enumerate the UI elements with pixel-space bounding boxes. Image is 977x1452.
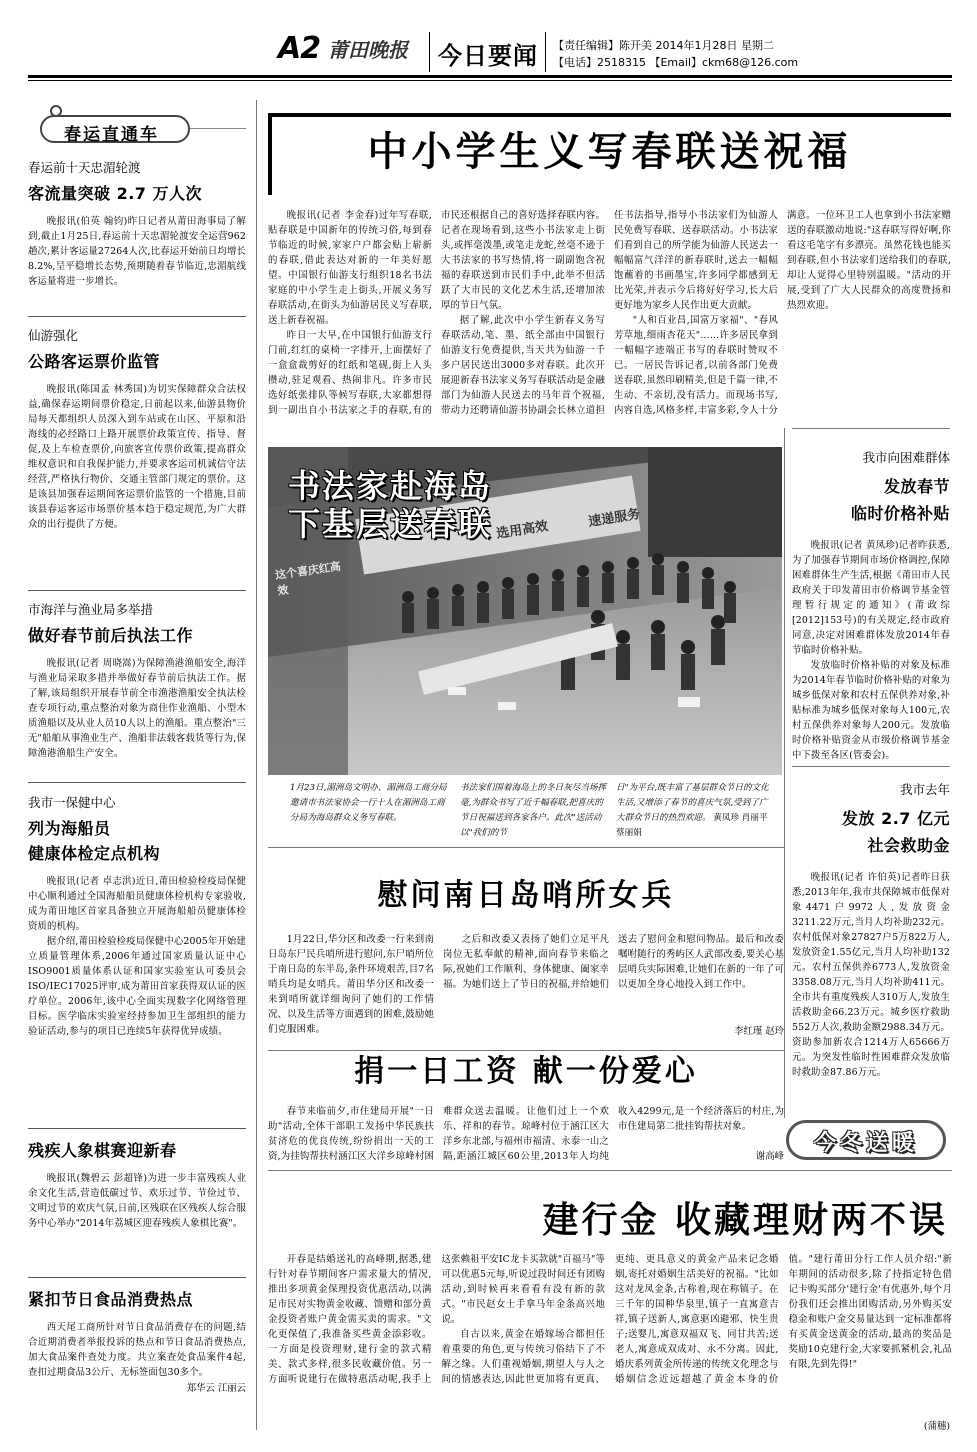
photo-caption-2: 书法家们围着海岛上的冬日灰尽当场挥毫,为群众书写了近千幅春联,把喜庆的节日祝福送到各家各户。此次"送活动以"我们的节 [460, 783, 607, 838]
sidebar-article-ferry [28, 158, 246, 289]
story4-headline: 建行金 收藏理财两不误 [542, 1200, 948, 1241]
article-kicker: 我市去年 [899, 782, 950, 797]
story4-para-1: 开春是结婚送礼的高峰期,据悉,建行针对春节期间客户需求量大的情况,推出多项黄金保理投资优惠活动,以满足市民对实物黄金收藏、馈赠和部分黄金投资者账户黄金需买卖的需求。"文化更保值了,我准备买些黄金添彩收。一方面是投资理财,建行金的款式精美、款式多样,很多民收藏价值。另一方面听说建行在做特惠活动呢,我手上这张赖祖平安IC龙卡买款就"百福马"等可以优惠5元每,听说过段时间还有团购活动,到时候再来看看有没有新的款式。"市民赵女士手拿马年金条高兴地说。 [268, 1254, 605, 1385]
photo-title-line2: 下基层送春联 [288, 505, 493, 543]
story2-para-2-text: 之后和改委又表扬了她们立足平凡岗位无私奉献的精神,面向春节来临之际,祝她们工作顺利、身体健康、阖家幸福。为她们送上了节日的祝福,并给她们送去了慰问金和慰问物品。最后和改委嘱咐随行的秀屿区人武部改委,要关心基层哨兵实际困难,让她们在新的一年了可以更加全身心地投入到工作中。 [443, 934, 784, 990]
article-title: 紧扣节日食品消费热点 [28, 1290, 194, 1309]
article-body: 晚报讯(陈国孟 林秀国)为切实保障群众合法权益,确保春运期间票价稳定,日前起以来,仙游县物价局每天都组织人员深入到车站或在山区、平原和沿海线的必经路口上路开展票价政策宣传、指导、督促,及上车检查票价,向旅客宣传票价政策,提高群众维权意识和自我保护能力,并要求客运司机诚信守法经营,严格执行物价、交通主管部门规定的票价。这是该县加强春运期间客运票价监管的一个措施,目前该县春运客运市场票价基本趋于稳定规范,为广大群众的出行提供了方便。 [28, 384, 246, 530]
sidebar-article-fishery [28, 600, 246, 761]
news-photo [268, 447, 782, 775]
article-kicker: 仙游强化 [28, 328, 79, 343]
photo-banner-text: 这个喜庆红高效 [274, 559, 342, 598]
story4-para-2: 自古以来,黄金在婚嫁场合都担任着重要的角色,更与传统习俗结下了不解之缘。人们重视婚姻,期望人与人之间的情感表达,因此世更加将有更真、更纯、更具意义的黄金产品来记念婚姻,寄托对婚姻生活美好的祝福。"比如这对龙凤金条,古称着,现在称镇子。在三千年的国种华泉里,镇子一直寓意吉祥,镇子送新人,寓意驱凶避邪、快生贵子;送婴儿,寓意双福双飞、同甘共苦;送老人,寓意成双成对、永不分离。因此,婚庆系列黄金所传递的传统文化理念与婚姻信念近远超越了黄金本身的价值。"建行莆田分行工作人员介绍:"新年期间的活动很多,除了持指定特色借记卡购买部分'建行金'有优惠外,每个月份我们还会推出团购活动,另外购买安稳金和账户金交易量达到一定标准都将有买黄金送黄金的活动,最高的奖品是奖励10克建行金,大家要抓紧机会,礼品有限,先到先得!" [441, 1254, 952, 1385]
article-kicker: 我市向困难群体 [862, 450, 950, 465]
main-para-1: 晚报讯(记者 李金春)过年写春联,贴春联是中国新年的传统习俗,每到春节临近的时候,家家户户都会贴上崭新的春联,借此表达对新的一年美好愿望。中国银行仙游支行组织18名书法家庭的中小学生走上街头,开展义务写春联活动,在街头为仙游居民义写春联,送上新春祝福。 [268, 210, 432, 326]
article-body: 晚报讯(记者 周晓嵩)为保障渔港渔船安全,海洋与渔业局采取多措并举做好春节前后执法工作。据了解,该局组织开展春节前全市渔港渔船安全执法检查专项行动,重点整治对象为商住作业渔船、小型木质渔船以及从业人员10人以上的渔船。重点整治"三无"船舶从事渔业生产、渔船非法载客载货等行为,保障渔港渔船生产安全。 [28, 658, 246, 759]
section-title: 今日要闻 [438, 42, 538, 70]
main-headline: 中小学生义写春联送祝福 [367, 129, 852, 175]
story2-headline: 慰问南日岛哨所女兵 [377, 878, 675, 913]
sidebar-article-chess [28, 1138, 246, 1231]
article-kicker: 春运前十天忠湄轮渡 [28, 160, 141, 175]
sidebar-article-fare [28, 326, 246, 532]
article-kicker: 我市一保健中心 [28, 795, 116, 810]
right-article-subsidy [792, 448, 950, 763]
article-body: 晚报讯(记者 卓志洪)近日,莆田检验检疫局保健中心顺利通过全国海船船员健康体检机构专家验收,成为莆田地区首家具备独立开展海船船员健康体检资质的机构。 [28, 876, 246, 932]
photo-caption-3 [616, 781, 774, 841]
article-title: 社会救助金 [867, 836, 950, 855]
contact-info: 【电话】2518315 【Email】ckm68@126.com [553, 56, 799, 69]
article-title: 健康体检定点机构 [28, 844, 161, 863]
article-body: 西天尾工商所针对节日食品消费存在的问题,结合近期消费者举报投诉的热点和节日食品消费热点,加大食品案件查处力度。共立案查处食品案件4起,查扣过期食品3公斤、无标签面包30多个。 [28, 1322, 246, 1378]
story4-body [268, 1252, 952, 1430]
article-body: 晚报讯(记者 许伯英)记者昨日获悉,2013年年,我市共保障城市低保对象4471户9972人,发放资金3211.22万元,当月人均补助232元。农村低保对象27827户5万822万人,发放资金1.55亿元,当月人均补助132元。农村五保供养6773人,发放资金3358.08万元,当月人均补助411元。全市共有重度残疾人310万人,发放生活救助金66.23万元。城乡医疗救助552万人次,救助金额2988.34万元。资助参加新农合1214万人65666万元。为突发性临时性困难群众发放临时救助金87.86万元。 [792, 872, 950, 1078]
main-para-4-start: "人和百业昌,国富万家福"、"春风芳草地,细雨杏花天"……许多居民拿到一幅幅字迹端正书写的春联时赞叹不已。一居民告诉记者,以前各部门免费送春联,虽然印刷精美,但是千篇一律,不生动、不亲切,没有活力。而现场书写,内容自选,风格多样,丰富多彩,令人十分满意。一位环卫工人也拿到小书法家赠送的春联激动地说:"这春联写得好啊,你看这毛笔字有多漂亮。虽然花钱也能买到春联,但小书法家们送给我们的春联,却让人觉得心里特别温暖。"活动的开展,受到了广大人民群众的高度赞扬和热烈欢迎。 [614, 210, 951, 416]
page-number: A2 [278, 31, 321, 66]
story4-byline: (蒲穗) [900, 1418, 950, 1432]
article-title: 列为海船员 [28, 819, 111, 838]
story3-headline: 捐一日工资 献一份爱心 [354, 1054, 698, 1089]
photo-banner-text: 速递服务 [587, 506, 642, 530]
article-body: 据介绍,莆田检验检疫局保健中心2005年开始建立质量管理体系,2006年通过国家质量认证中心ISO9001质量体系认证和国家实验室认可委员会ISO/IEC17025评审,成为莆田首家获得双认证的医疗单位。2006年,该中心全面实现数字化网络管理目标。医学临床实验室经持参加卫生部组织的能力验证活动,参与的项目已连续5年获得优异成绩。 [28, 936, 246, 1037]
photo-byline: 黄凤珍 肖丽平 蔡丽娟 [616, 813, 768, 838]
main-para-2-text: 昨日一大早,在中国银行仙游支行门前,红红的桌椅一字排开,上面摆好了一盒盒裁剪好的红纸和笔砚,街上人头攒动,驻足观看、热闹非凡。许多市民选好纸张排队等候写春联,大家都想得到一副出自小书法家之手的春联,有的市民还根据自己的喜好选择春联内容。记者在现场看到,这些小书法家走上街头,或挥毫泼墨,或笔走龙蛇,丝毫不逊于大书法家的书写热情,将一副副饱含祝福的春联送到市民们手中,此举不但活跃了大市民的文化艺术生活,还增加浓厚的节日气氛。 [268, 210, 605, 416]
stamp-text: 今冬送暖 [813, 1131, 918, 1156]
article-title: 临时价格补贴 [850, 504, 950, 523]
article-body: 发放临时价格补贴的对象及标准为2014年春节临时价格补贴的对象为城乡低保对象和农村五保供养对象,补贴标准为城乡低保对象每人100元,农村五保供养对象每人200元。发放临时价格补贴资金从市级价格调节基金中下拨至各区(管委会)。 [792, 660, 950, 761]
story3-byline: 谢高峰 [660, 1148, 784, 1162]
editor-info: 【责任编辑】陈开美 2014年1月28日 星期二 [553, 39, 774, 52]
article-body: 晚报讯(魏碧云 彭超锋)为进一步丰富残疾人业余文化生活,营造低碳过节、欢乐过节、节俭过节、文明过节的欢庆气氛,日前,区残联在区残疾人综合服务中心举办"2014年荔城区迎春残疾人象棋比赛"。 [28, 1173, 246, 1229]
story3-para: 春节来临前夕,市住建局开展"一日助"活动,全体干部职工发扬中华民族扶贫济危的优良传统,纷纷捐出一天的工资,为挂钩帮扶村涵江区大洋乡琼峰村困难群众送去温暖。让他们过上一个欢乐、祥和的春节。琼峰村位于涵江区大洋乡东北部,与福州市福清、永泰一山之隔,距涵江城区60公里,2013年人均纯收入4299元,是一个经济落后的村庄,为市住建局第二批挂钩帮扶对象。 [268, 1106, 784, 1162]
article-kicker: 市海洋与渔业局多举措 [28, 602, 154, 617]
photo-caption-3-text: 日"为平台,既丰富了基层群众节日的文化生活,又增添了春节的喜庆气氛,受到了广大群众节日的热烈欢迎。 [616, 783, 769, 823]
photo-caption-1: 1月23日,湄洲岛文明办、湄洲岛工商分局邀请市书法家协会一行十人在湄洲岛工商分局为海岛群众义务写春联。 [290, 783, 447, 823]
main-story-body [268, 208, 951, 432]
paper-name: 莆田晚报 [328, 38, 408, 62]
story2-byline: 李红瑾 赵玲 [618, 1023, 784, 1037]
column-banner [40, 115, 190, 143]
winter-stamp [786, 1118, 950, 1164]
banner-text: 春运直通车 [64, 125, 159, 145]
article-title: 发放春节 [883, 477, 950, 496]
story2-para-1: 1月22日,华分区和改委一行来到南日岛东尸民兵哨所进行慰问,东尸哨所位于南日岛的东半岛,条件环境艰苦,目7名哨兵均是女哨兵。莆田华分区和改委一来到哨所就详细询问了她们的工作情况、以及生活等方面遇到的困难,鼓励她们克服困难。 [268, 934, 434, 1035]
main-para-3: 据了解,此次中小学生新春义务写春联活动,笔、墨、纸全部由中国银行仙游支行免费提供,当天共为仙游一千多户居民送出3000多对春联。此次开展迎新春书法家义务写春联活动是金融部门为仙游人民送去的马年首个祝福,带动力还聘请仙游书协副会长林立道担任书法指导,指导小书法家们为仙游人民免费写春联、送春联活动。小书法家们看到自己的所学能为仙游人民送去一幅幅富气洋洋的新春联时,送去一幅幅饱蘸着的书画墨宝,许多同学都感到无比光荣,并表示今后将好好学习,长大后更好地为家乡人民作出更大贡献。 [441, 210, 778, 416]
article-title: 公路客运票价监管 [28, 352, 161, 371]
article-byline: 郑华云 江丽云 [186, 1383, 246, 1394]
photo-banner-text: 选用高效 [495, 518, 550, 542]
article-body: 晚报讯(记者 黄凤珍)记者昨获悉,为了加强春节期间市场价格调控,保障困难群体生产生活,根据《莆田市人民政府关于印发莆田市价格调节基金管理暂行规定的通知》(莆政综[2012]153号)的有关规定,经市政府同意,决定对困难群体发放2014年春节临时价格补贴。 [792, 540, 950, 656]
sidebar-article-food [28, 1287, 246, 1394]
right-article-relief [792, 780, 950, 1080]
article-body: 晚报讯(伯英 翰钧)昨日记者从莆田海事局了解到,截止1月25日,春运前十天忠湄轮渡安全运营962趟次,累计客运量27264人次,比春运开始前日均增长8.2%,呈平稳增长态势,预期随着春节临近,忠湄航线客运量将进一步增长。 [28, 216, 246, 287]
photo-title-line1: 书法家赴海岛 [288, 467, 493, 505]
article-title: 做好春节前后执法工作 [28, 626, 194, 645]
article-title: 残疾人象棋赛迎新春 [28, 1141, 177, 1160]
article-title: 发放 2.7 亿元 [842, 809, 950, 828]
article-title: 客流量突破 2.7 万人次 [28, 184, 202, 203]
sidebar-article-health [28, 793, 246, 1039]
